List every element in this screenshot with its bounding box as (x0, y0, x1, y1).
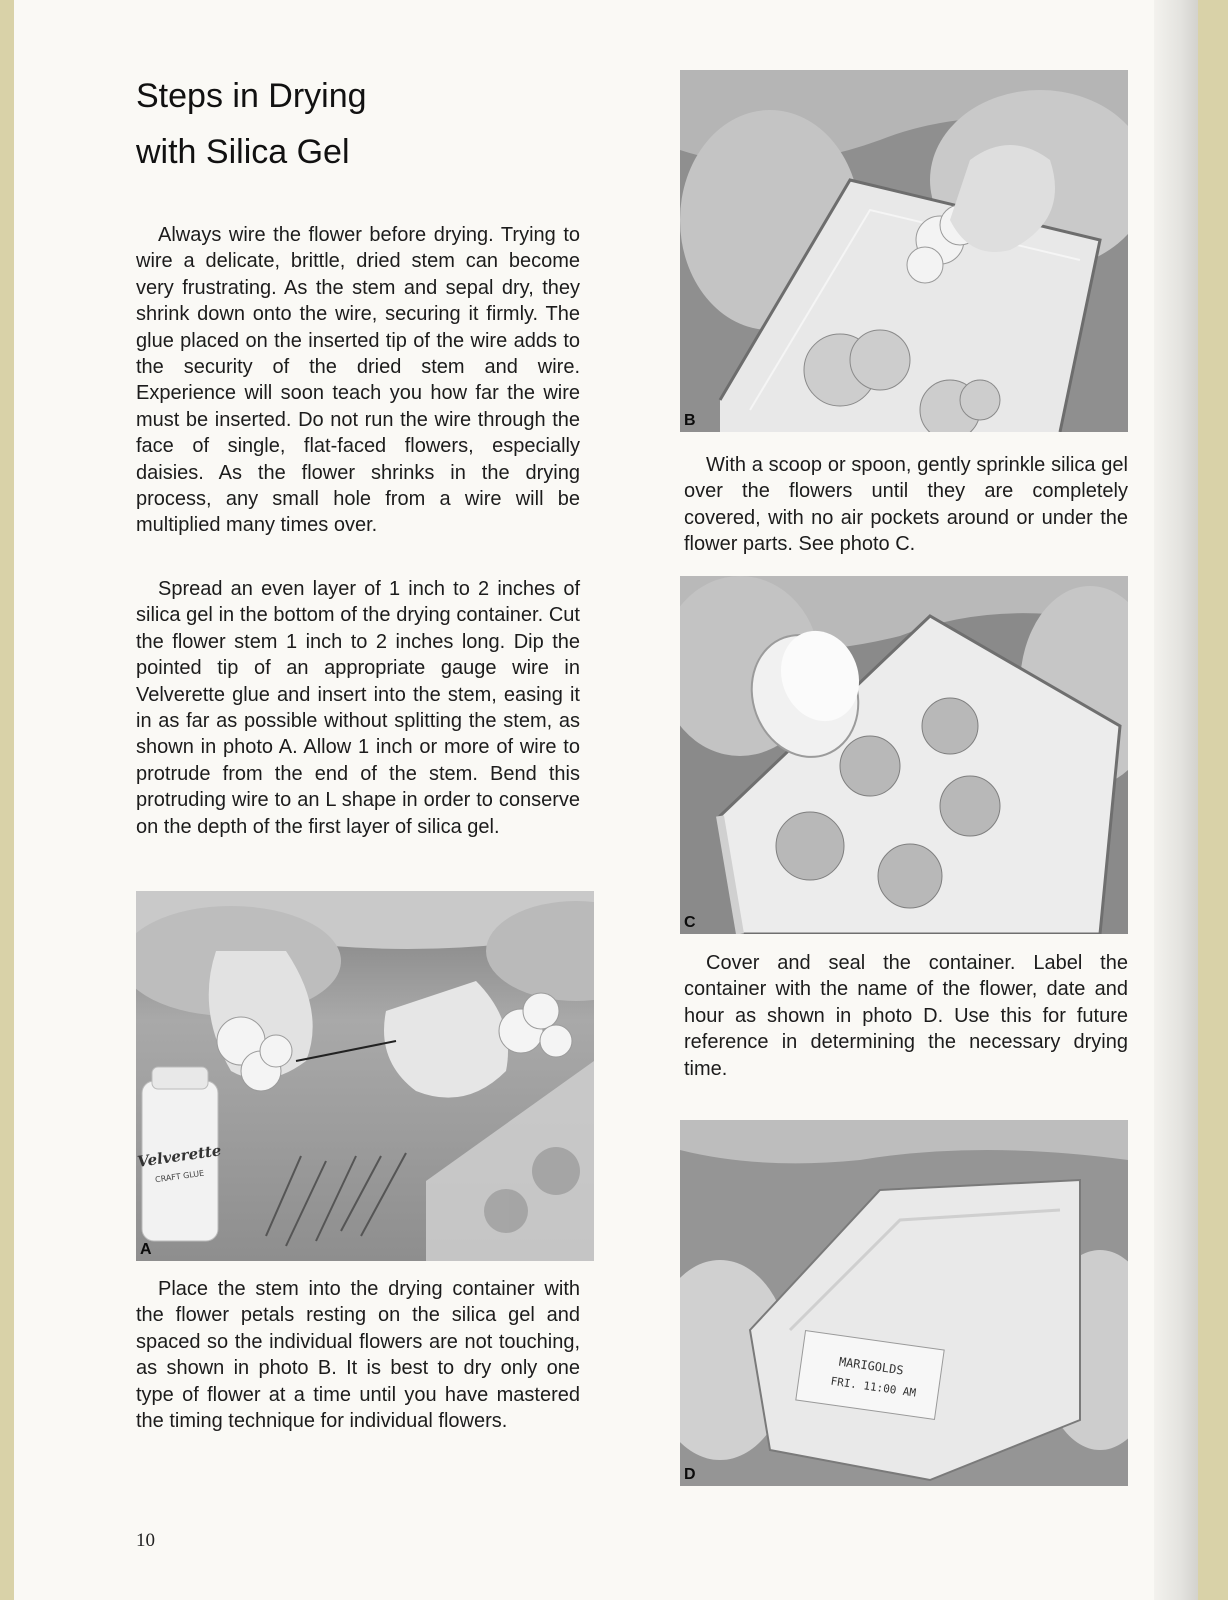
label-line-2: FRI. 11:00 AM (829, 1374, 917, 1400)
title-line-2: with Silica Gel (136, 133, 350, 171)
photo-b (680, 70, 1128, 432)
photo-c-letter: C (684, 914, 696, 931)
bottle-brand-text: Velverette (136, 1141, 223, 1171)
photo-d-letter: D (684, 1466, 696, 1483)
photo-d (680, 1120, 1128, 1486)
page-spine-shadow (1154, 0, 1198, 1600)
page-number: 10 (136, 1530, 155, 1551)
paragraph-place-stem: Place the stem into the drying container with the flower petals resting on the silica gel and spaced so the individual flowers are not touching, as shown in photo B. It is best to dry only one type of flower at a time until you have mastered the timing technique for individual flowers. (136, 1278, 580, 1433)
photo-a-image (136, 891, 594, 1261)
photo-b-letter: B (684, 412, 696, 429)
photo-b-image (680, 70, 1128, 432)
photo-a (136, 891, 594, 1261)
title-line-1: Steps in Drying (136, 77, 367, 115)
paragraph-cover-seal: Cover and seal the container. Label the container with the name of the flower, date and hour as shown in photo D. Use this for future reference in determining the necessary drying time. (684, 952, 1128, 1080)
page-title (136, 68, 556, 180)
photo-d-image (680, 1120, 1128, 1486)
photo-c-image (680, 576, 1128, 934)
paragraph-sprinkle-gel: With a scoop or spoon, gently sprinkle silica gel over the flowers until they are completely covered, with no air pockets around or under the flower parts. See photo C. (684, 454, 1128, 556)
label-line-1: MARIGOLDS (838, 1354, 905, 1378)
photo-c (680, 576, 1128, 934)
bottle-subtitle-text: CRAFT GLUE (154, 1168, 205, 1185)
paragraph-wiring: Always wire the flower before drying. Trying to wire a delicate, brittle, dried stem can become very frustrating. As the stem and sepal dry, they shrink down onto the wire, securing it firmly. The glue placed on the inserted tip of the wire adds to the security of the dried stem and wire. Experience will soon teach you how far the wire must be inserted. Do not run the wire through the face of single, flat-faced flowers, especially daisies. As the flower shrinks in the drying process, any small hole from a wire will be multiplied many times over. (136, 224, 580, 537)
photo-a-letter: A (140, 1241, 152, 1258)
paragraph-spread-gel: Spread an even layer of 1 inch to 2 inches of silica gel in the bottom of the drying container. Cut the flower stem 1 inch to 2 inches long. Dip the pointed tip of an appropriate gauge wire in Velverette glue and insert into the stem, easing it in as far as possible without splitting the stem, as shown in photo A. Allow 1 inch or more of wire to protrude from the end of the stem. Bend this protruding wire to an L shape in order to conserve on the depth of the first layer of silica gel. (136, 578, 580, 838)
book-page (14, 0, 1198, 1600)
